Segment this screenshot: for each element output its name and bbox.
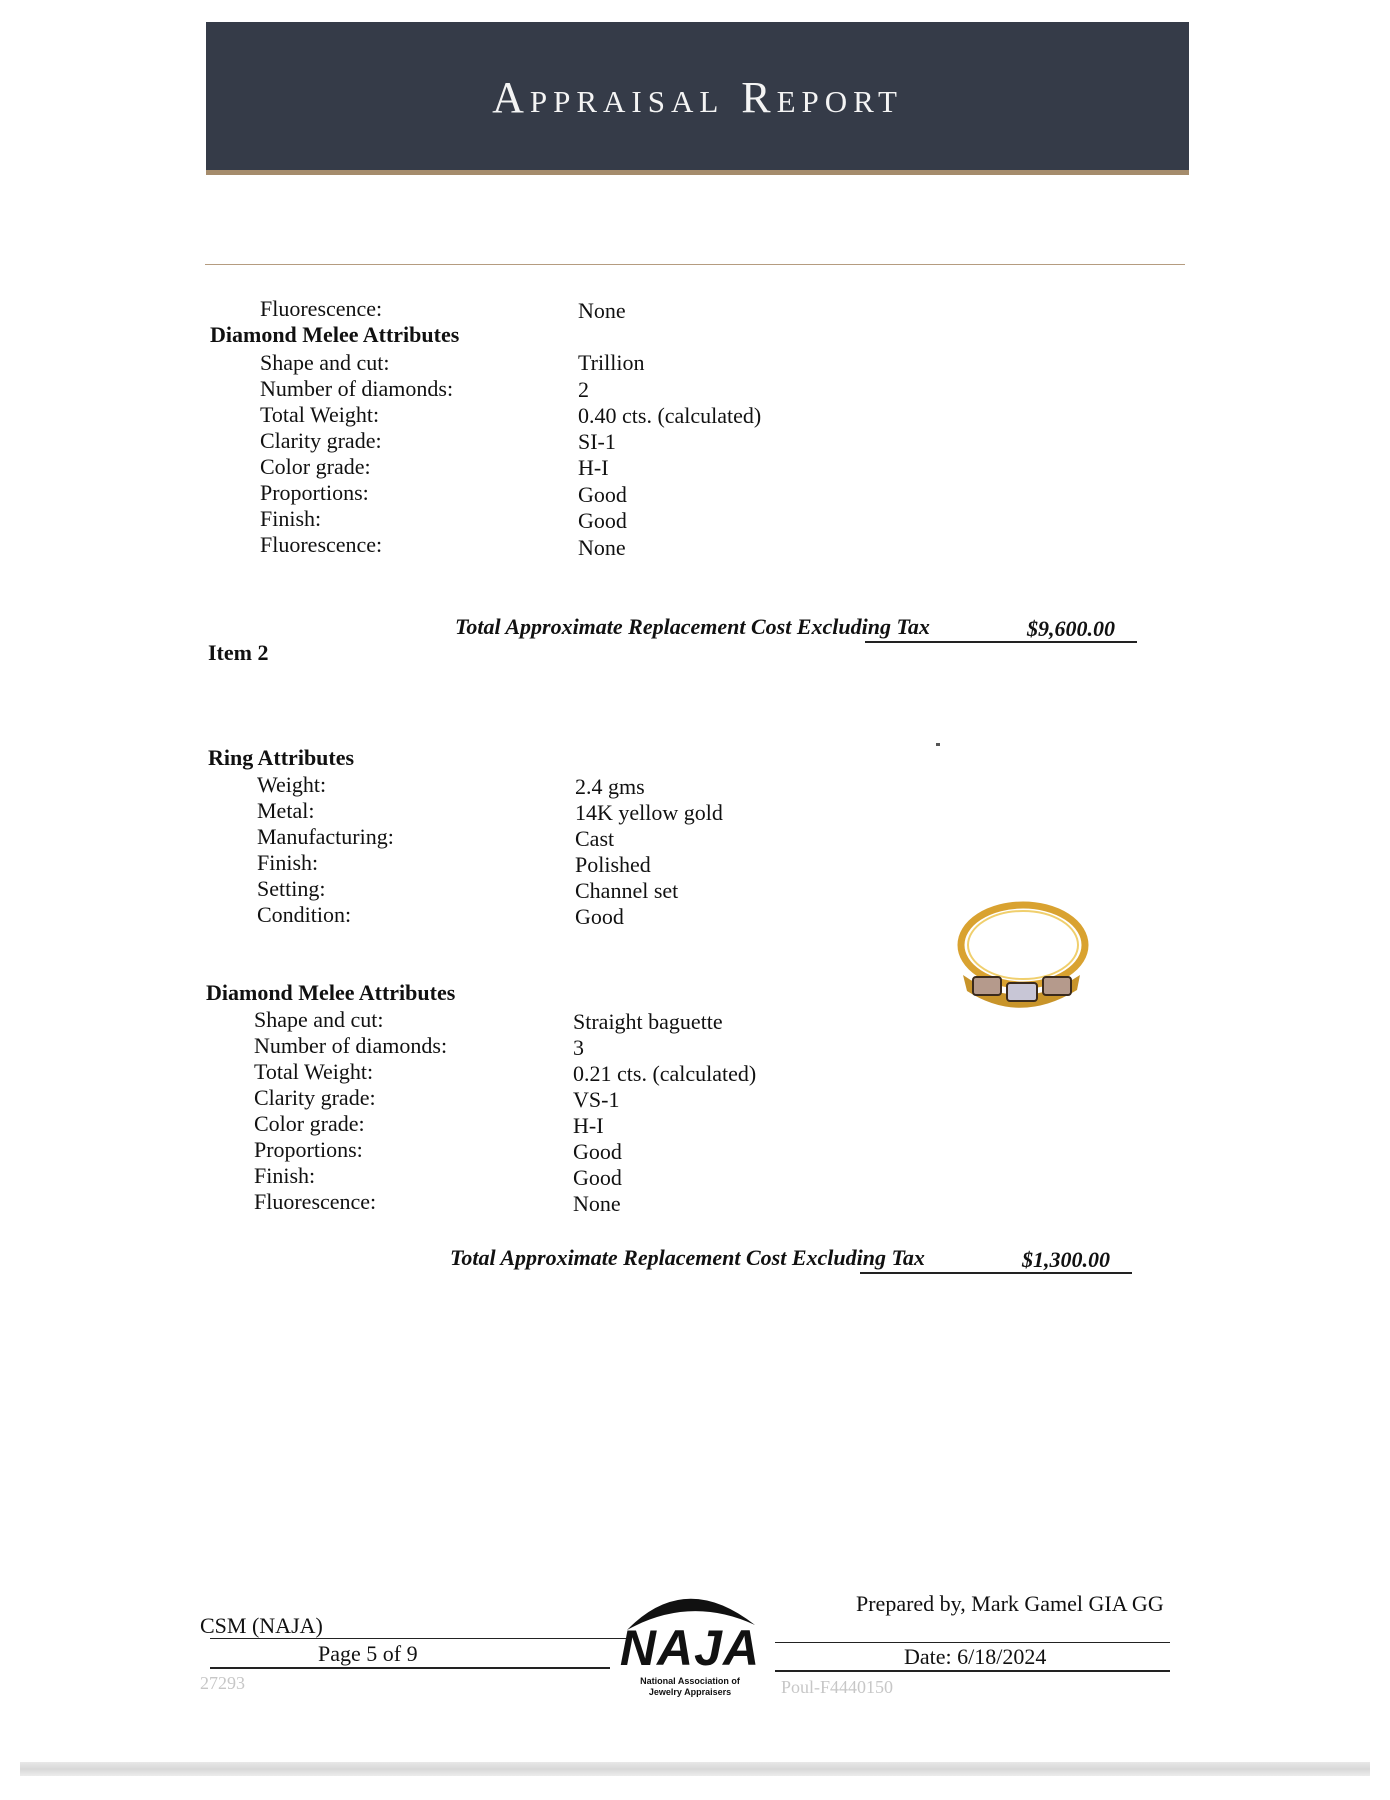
ring-attr-label: Setting: xyxy=(257,876,326,901)
item2-total-underline xyxy=(860,1272,1132,1274)
page-title: Appraisal Report xyxy=(492,73,903,122)
ring-attr-value: 14K yellow gold xyxy=(575,800,723,825)
item2-melee-label: Finish: xyxy=(254,1163,316,1188)
footer-rule-left xyxy=(210,1667,610,1669)
baguette-diamond xyxy=(1043,977,1071,995)
reference-number-left: 27293 xyxy=(200,1673,245,1693)
item2-melee-label: Color grade: xyxy=(254,1111,365,1136)
item2-total-value: $1,300.00 xyxy=(1022,1247,1110,1272)
credential-label: CSM (NAJA) xyxy=(200,1613,323,1638)
item2-melee-value: Good xyxy=(573,1139,622,1164)
item2-melee-value: Straight baguette xyxy=(573,1009,723,1034)
item2-melee-label: Clarity grade: xyxy=(254,1085,376,1110)
ring-attr-label: Finish: xyxy=(257,850,319,875)
prepared-by: Prepared by, Mark Gamel GIA GG xyxy=(856,1591,1164,1616)
item2-melee-value: 0.21 cts. (calculated) xyxy=(573,1061,757,1086)
item2-melee-label: Shape and cut: xyxy=(254,1007,384,1032)
footer-rule-left-top xyxy=(210,1638,630,1639)
banner-stripe xyxy=(206,170,1189,175)
baguette-diamond xyxy=(1007,983,1037,1001)
naja-logo-subtitle-2: Jewelry Appraisers xyxy=(648,1687,732,1697)
item1-melee-label: Fluorescence: xyxy=(260,532,383,557)
scan-edge xyxy=(20,1762,1370,1776)
item1-total-value: $9,600.00 xyxy=(1027,616,1115,641)
ring-attr-label: Weight: xyxy=(257,772,327,797)
fluorescence-value: None xyxy=(578,298,626,323)
naja-logo xyxy=(615,1580,765,1705)
item1-melee-label: Proportions: xyxy=(260,480,369,505)
ring-attr-label: Metal: xyxy=(257,798,315,823)
ring-attr-label: Condition: xyxy=(257,902,352,927)
item1-melee-value: 2 xyxy=(578,377,589,402)
footer-rule-right-top xyxy=(775,1642,1170,1643)
report-date: Date: 6/18/2024 xyxy=(904,1644,1047,1669)
item2-total-label: Total Approximate Replacement Cost Excluding Tax xyxy=(450,1245,925,1270)
item2-melee-value: 3 xyxy=(573,1035,584,1060)
item2-melee-label: Number of diamonds: xyxy=(254,1033,448,1058)
ring-band-highlight xyxy=(968,911,1078,979)
page-indicator: Page 5 of 9 xyxy=(318,1641,418,1666)
ring-attributes-title: Ring Attributes xyxy=(208,745,355,770)
ring-attr-value: 2.4 gms xyxy=(575,774,645,799)
item1-melee-value: None xyxy=(578,535,626,560)
item1-melee-label: Total Weight: xyxy=(260,402,380,427)
item2-melee-value: None xyxy=(573,1191,621,1216)
ring-attr-label: Manufacturing: xyxy=(257,824,394,849)
item1-melee-title: Diamond Melee Attributes xyxy=(210,322,460,347)
item1-melee-value: H-I xyxy=(578,455,609,480)
item1-melee-value: Good xyxy=(578,508,627,533)
fluorescence-label: Fluorescence: xyxy=(260,296,383,321)
ring-photo xyxy=(945,895,1095,1025)
item1-melee-value: Good xyxy=(578,482,627,507)
naja-logo-text: NAJA xyxy=(619,1620,761,1676)
header-divider xyxy=(205,264,1185,265)
reference-number-right: Poul-F4440150 xyxy=(781,1677,894,1697)
item2-melee-label: Fluorescence: xyxy=(254,1189,377,1214)
footer-rule-right xyxy=(775,1670,1170,1672)
item1-melee-label: Finish: xyxy=(260,506,322,531)
ring-band xyxy=(961,905,1085,985)
item2-melee-label: Total Weight: xyxy=(254,1059,374,1084)
item2-melee-label: Proportions: xyxy=(254,1137,363,1162)
item1-melee-value: 0.40 cts. (calculated) xyxy=(578,403,762,428)
item2-melee-title: Diamond Melee Attributes xyxy=(206,980,456,1005)
item1-total-label: Total Approximate Replacement Cost Excluding Tax xyxy=(455,614,930,639)
item1-melee-label: Number of diamonds: xyxy=(260,376,454,401)
item1-melee-label: Shape and cut: xyxy=(260,350,390,375)
item1-melee-label: Color grade: xyxy=(260,454,371,479)
item2-heading: Item 2 xyxy=(208,640,269,665)
ring-attr-value: Channel set xyxy=(575,878,679,903)
scan-speck xyxy=(936,743,940,746)
item1-melee-value: Trillion xyxy=(578,350,645,375)
item1-melee-value: SI-1 xyxy=(578,429,616,454)
item2-melee-value: H-I xyxy=(573,1113,604,1138)
item2-melee-value: VS-1 xyxy=(573,1087,620,1112)
item1-melee-label: Clarity grade: xyxy=(260,428,382,453)
item1-total-underline xyxy=(865,641,1137,643)
ring-attr-value: Cast xyxy=(575,826,615,851)
ring-attr-value: Polished xyxy=(575,852,651,877)
baguette-diamond xyxy=(973,977,1001,995)
item2-melee-value: Good xyxy=(573,1165,622,1190)
naja-logo-subtitle-1: National Association of xyxy=(640,1676,740,1686)
ring-attr-value: Good xyxy=(575,904,624,929)
